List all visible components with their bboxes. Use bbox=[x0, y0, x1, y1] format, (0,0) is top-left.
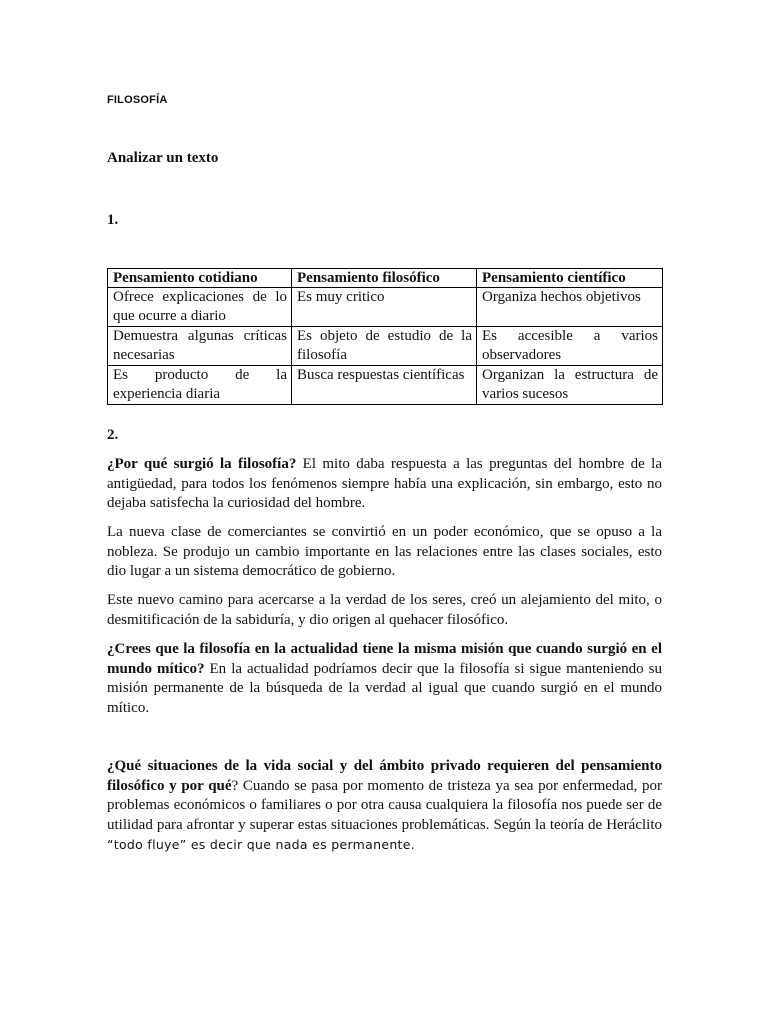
thought-comparison-table bbox=[107, 268, 663, 405]
table-row bbox=[108, 366, 663, 405]
table-header-row bbox=[108, 269, 663, 288]
table-row bbox=[108, 327, 663, 366]
answer-tail-text: “todo fluye” es decir que nada es permanente. bbox=[107, 837, 416, 853]
paragraph-mission-today bbox=[107, 640, 662, 718]
table-cell: Organizan la estructura de varios sucesos bbox=[477, 366, 663, 405]
document-heading: FILOSOFÍA bbox=[107, 94, 168, 106]
table-cell: Ofrece explicaciones de lo que ocurre a diario bbox=[108, 288, 292, 327]
question-text: ¿Qué situaciones de la vida social y del ámbito privado requieren del pensamiento filosófico y por qué bbox=[107, 758, 662, 794]
paragraph-merchants: La nueva clase de comerciantes se convirtió en un poder económico, que se opuso a la nobleza. Se produjo un cambio importante en las relaciones entre las clases sociales, esto dio lugar a un sistema democrático de gobierno. bbox=[107, 524, 662, 580]
question-text: ¿Por qué surgió la filosofía? bbox=[107, 456, 297, 472]
table-cell: Es objeto de estudio de la filosofía bbox=[292, 327, 477, 366]
table-cell: Es accesible a varios observadores bbox=[477, 327, 663, 366]
table-header-cell: Pensamiento científico bbox=[477, 269, 663, 288]
section-number-2: 2. bbox=[107, 427, 119, 443]
section-subheading: Analizar un texto bbox=[107, 150, 219, 166]
answer-text: ? Cuando se pasa por momento de tristeza ya sea por enfermedad, por problemas económicos o familiares o por otra causa cualquiera la filosofía nos puede ser de utilidad para afrontar y superar estas situaciones problemáticas. Según la teoría de Heráclito bbox=[107, 777, 662, 833]
table-row bbox=[108, 288, 663, 327]
table-cell: Busca respuestas científicas bbox=[292, 366, 477, 405]
table-cell: Es muy critico bbox=[292, 288, 477, 327]
table-cell: Es producto de la experiencia diaria bbox=[108, 366, 292, 405]
table-header-cell: Pensamiento cotidiano bbox=[108, 269, 292, 288]
paragraph-new-path: Este nuevo camino para acercarse a la verdad de los seres, creó un alejamiento del mito, o desmitificación de la sabiduría, y dio origen al quehacer filosófico. bbox=[107, 592, 662, 628]
answer-text: El mito daba respuesta a las preguntas del hombre de la antigüedad, para todos los fenómenos siempre había una explicación, sin embargo, esto no dejaba satisfecha la curiosidad del hombre. bbox=[107, 456, 662, 512]
table-header-cell: Pensamiento filosófico bbox=[292, 269, 477, 288]
section-number-1: 1. bbox=[107, 212, 119, 228]
question-text: ¿Crees que la filosofía en la actualidad tiene la misma misión que cuando surgió en el mundo mítico? bbox=[107, 641, 662, 677]
table-cell: Organiza hechos objetivos bbox=[477, 288, 663, 327]
paragraph-origin-philosophy bbox=[107, 455, 662, 514]
answer-text: En la actualidad podríamos decir que la filosofía si sigue manteniendo su misión permanente de la búsqueda de la verdad al igual que cuando surgió en el mundo mítico. bbox=[107, 660, 662, 716]
table-cell: Demuestra algunas críticas necesarias bbox=[108, 327, 292, 366]
paragraph-social-situations bbox=[107, 757, 662, 856]
